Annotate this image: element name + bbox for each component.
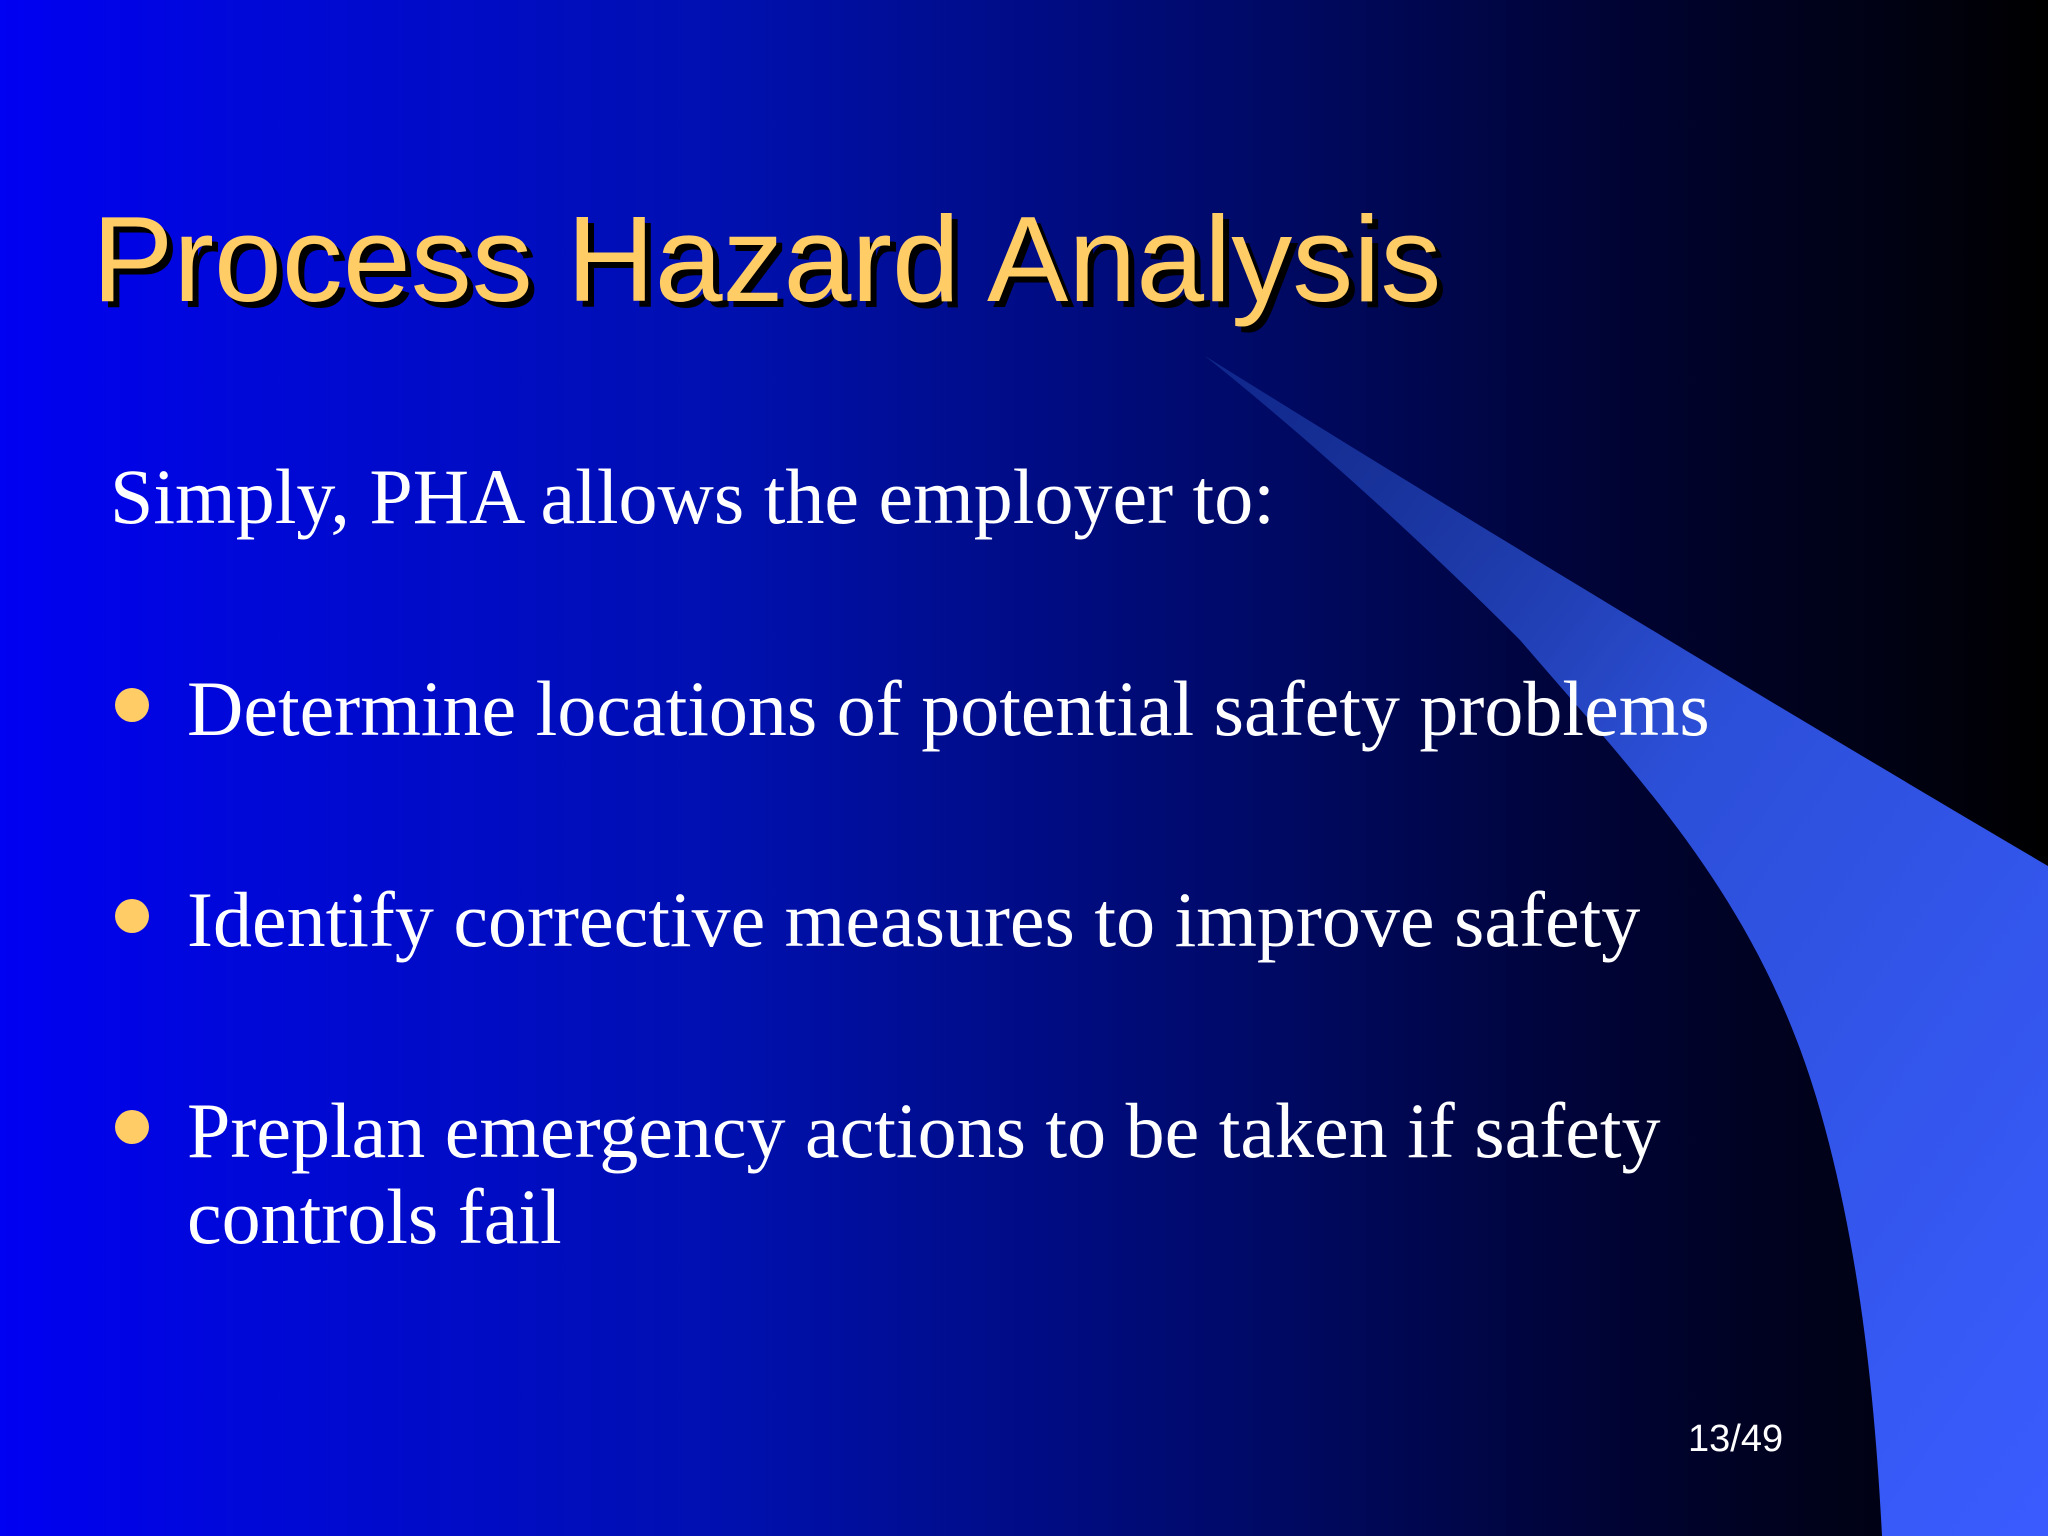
bullet-dot-icon xyxy=(115,688,149,722)
intro-text: Simply, PHA allows the employer to: xyxy=(110,453,1275,540)
slide-title: Process Hazard Analysis xyxy=(92,191,1442,327)
bullet-dot-icon xyxy=(115,1110,149,1144)
page-number: 13/49 xyxy=(1688,1418,1784,1460)
bullet-dot-icon xyxy=(115,899,149,933)
bullet-text: Determine locations of potential safety problems xyxy=(187,665,1710,752)
bullet-text: Preplan emergency actions to be taken if safety controls fail xyxy=(187,1087,1661,1260)
bullet-text: Identify corrective measures to improve safety xyxy=(187,876,1641,963)
